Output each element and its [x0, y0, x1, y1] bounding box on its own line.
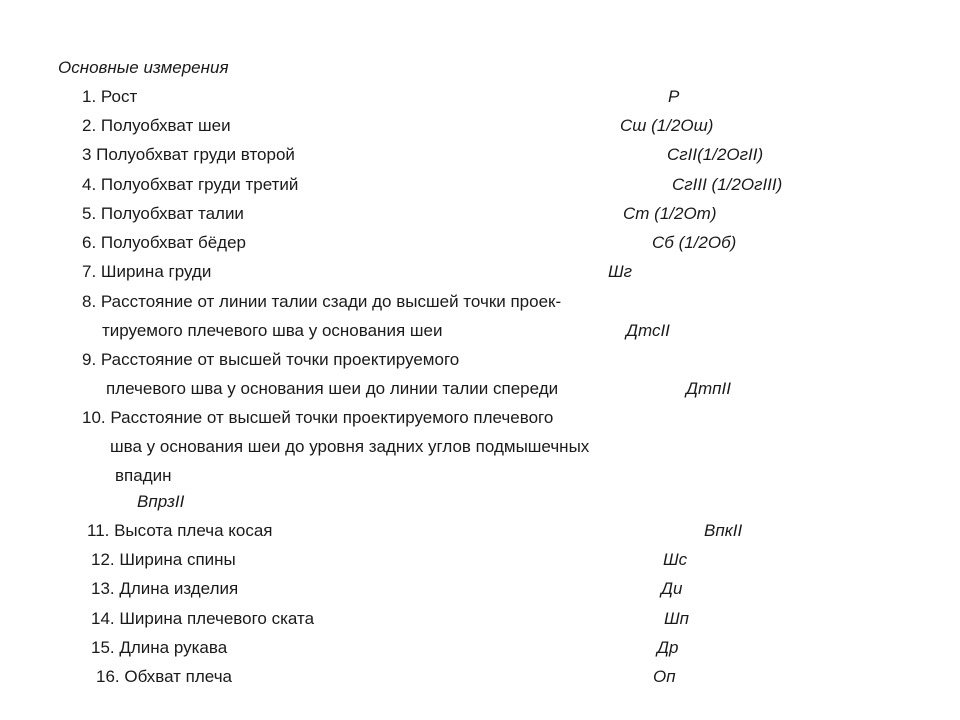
item-1-label: 1. Рост — [82, 87, 138, 106]
item-9-label-line-1: 9. Расстояние от высшей точки проектируемого — [82, 350, 460, 369]
item-7-label: 7. Ширина груди — [82, 262, 212, 281]
item-1-code: Р — [668, 87, 680, 106]
item-15-label: 15. Длина рукава — [91, 638, 228, 657]
item-12-code: Шс — [663, 550, 688, 569]
item-2-code: Сш (1/2Ош) — [620, 116, 714, 135]
item-10-code: ВпрзII — [137, 492, 185, 511]
item-14-code: Шп — [664, 609, 690, 628]
item-3-label: 3 Полуобхват груди второй — [82, 145, 295, 164]
item-3-code: СгII(1/2ОгII) — [667, 145, 764, 164]
item-10-label-line-3: впадин — [115, 466, 172, 485]
item-4-code: СгIII (1/2ОгIII) — [672, 175, 783, 194]
item-16-label: 16. Обхват плеча — [96, 667, 233, 686]
item-8-label-line-2: тируемого плечевого шва у основания шеи — [102, 321, 443, 340]
item-2-label: 2. Полуобхват шеи — [82, 116, 231, 135]
item-5-label: 5. Полуобхват талии — [82, 204, 244, 223]
item-8-label-line-1: 8. Расстояние от линии талии сзади до высшей точки проек- — [82, 292, 562, 311]
item-8-code: ДтсII — [626, 321, 670, 340]
item-7-code: Шг — [608, 262, 633, 281]
item-4-label: 4. Полуобхват груди третий — [82, 175, 299, 194]
item-9-code: ДтпII — [686, 379, 731, 398]
page-title: Основные измерения — [58, 58, 229, 77]
item-13-label: 13. Длина изделия — [91, 579, 239, 598]
item-11-code: ВпкII — [704, 521, 743, 540]
item-9-label-line-2: плечевого шва у основания шеи до линии талии спереди — [106, 379, 559, 398]
item-13-code: Ди — [661, 579, 683, 598]
item-5-code: Ст (1/2От) — [623, 204, 717, 223]
item-16-code: Оп — [653, 667, 676, 686]
item-14-label: 14. Ширина плечевого ската — [91, 609, 315, 628]
item-11-label: 11. Высота плеча косая — [87, 521, 273, 540]
item-10-label-line-1: 10. Расстояние от высшей точки проектируемого плечевого — [82, 408, 554, 427]
item-10-label-line-2: шва у основания шеи до уровня задних углов подмышечных — [110, 437, 590, 456]
item-6-label: 6. Полуобхват бёдер — [82, 233, 246, 252]
item-12-label: 12. Ширина спины — [91, 550, 236, 569]
item-15-code: Др — [657, 638, 679, 657]
item-6-code: Сб (1/2Об) — [652, 233, 737, 252]
